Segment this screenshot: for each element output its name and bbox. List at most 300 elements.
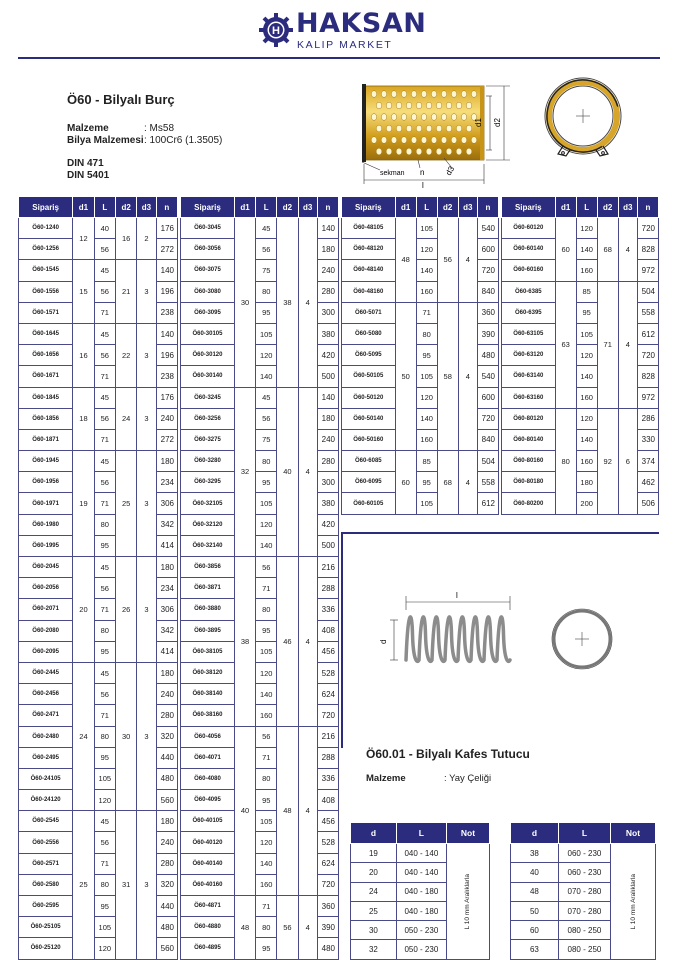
cage-hole <box>376 125 382 132</box>
cage-hole <box>381 91 387 98</box>
cell-l: 060 - 230 <box>558 844 610 863</box>
cell-sip: Ö60-40120 <box>181 832 235 853</box>
cell-d: 32 <box>351 940 397 959</box>
cell-sip: Ö60-80140 <box>502 429 556 450</box>
svg-text:H: H <box>272 25 280 37</box>
cage-hole <box>411 114 417 121</box>
cell-n: 414 <box>156 535 177 556</box>
cell-sip: Ö60-3880 <box>181 599 235 620</box>
cell-sip: Ö60-4080 <box>181 768 235 789</box>
cell-sip: Ö60-3080 <box>181 281 235 302</box>
cell-sip: Ö60-50160 <box>342 429 396 450</box>
cell-n: 140 <box>156 260 177 281</box>
cell-d3: 3 <box>137 557 156 663</box>
cell-l: 56 <box>94 239 115 260</box>
cage-hole <box>441 114 447 121</box>
cell-d1: 48 <box>234 896 255 960</box>
cell-d1: 25 <box>73 811 94 959</box>
ball-material-label: Bilya Malzemesi <box>67 135 144 146</box>
cell-l: 160 <box>256 705 277 726</box>
cell-d2: 22 <box>115 323 136 387</box>
cell-n: 828 <box>637 239 658 260</box>
cell-sip: Ö60-40105 <box>181 811 235 832</box>
cell-l: 105 <box>576 323 597 344</box>
panel-divider <box>341 532 659 534</box>
brand-name: HAKSAN <box>296 8 427 39</box>
spring-drawing <box>370 588 630 670</box>
cell-l: 050 - 230 <box>396 921 446 940</box>
cell-sip: Ö60-38105 <box>181 641 235 662</box>
cell-sip: Ö60-3075 <box>181 260 235 281</box>
cell-n: 720 <box>637 345 658 366</box>
cell-n: 840 <box>477 281 498 302</box>
cell-l: 56 <box>256 239 277 260</box>
cell-sip: Ö60-2495 <box>19 747 73 768</box>
cell-n: 300 <box>317 472 338 493</box>
cell-l: 120 <box>576 218 597 239</box>
cage-hole <box>381 114 387 121</box>
cell-n: 280 <box>317 451 338 472</box>
cell-l: 200 <box>576 493 597 514</box>
table-row <box>342 302 499 323</box>
cell-n: 306 <box>156 599 177 620</box>
cell-d3: 4 <box>458 451 477 515</box>
cage-hole <box>426 102 432 109</box>
cell-d3: 4 <box>458 302 477 450</box>
cell-l: 80 <box>416 323 437 344</box>
cell-n: 320 <box>156 874 177 895</box>
table-group-1 <box>18 196 178 960</box>
cell-d1: 24 <box>73 662 94 810</box>
cell-n: 234 <box>156 578 177 599</box>
dim-n: n <box>420 168 425 177</box>
cell-n: 462 <box>637 472 658 493</box>
cell-l: 95 <box>94 747 115 768</box>
cell-d2: 58 <box>437 302 458 450</box>
cage-hole <box>421 137 427 144</box>
product-title: Ö60 - Bilyalı Burç <box>67 92 175 107</box>
cell-l: 140 <box>576 366 597 387</box>
cell-sip: Ö60-48105 <box>342 218 396 239</box>
cell-n: 336 <box>317 768 338 789</box>
cell-sip: Ö60-80160 <box>502 451 556 472</box>
cell-l: 95 <box>94 535 115 556</box>
cell-n: 612 <box>477 493 498 514</box>
col-header: d3 <box>458 197 477 218</box>
cell-l: 120 <box>256 345 277 366</box>
cage-hole <box>411 137 417 144</box>
cell-n: 196 <box>156 345 177 366</box>
cell-sip: Ö60-40140 <box>181 853 235 874</box>
cell-d1: 18 <box>73 387 94 451</box>
cell-d1: 60 <box>395 451 416 515</box>
cell-d2: 46 <box>277 557 298 727</box>
cell-n: 560 <box>156 790 177 811</box>
cell-d3: 4 <box>298 896 317 960</box>
cell-n: 180 <box>156 662 177 683</box>
table-row <box>502 408 659 429</box>
cell-sip: Ö60-3295 <box>181 472 235 493</box>
cell-l: 56 <box>94 578 115 599</box>
ball-material-row <box>67 135 222 146</box>
cell-d: 24 <box>351 882 397 901</box>
col-header: d3 <box>137 197 156 218</box>
cell-sip: Ö60-1656 <box>19 345 73 366</box>
cell-n: 528 <box>317 662 338 683</box>
cell-sip: Ö60-63160 <box>502 387 556 408</box>
cell-l: 140 <box>256 366 277 387</box>
cell-l: 140 <box>256 535 277 556</box>
cell-sip: Ö60-60120 <box>502 218 556 239</box>
cell-sip: Ö60-4095 <box>181 790 235 811</box>
cell-l: 80 <box>94 874 115 895</box>
cell-d2: 71 <box>597 281 618 408</box>
cell-l: 71 <box>94 705 115 726</box>
table-row <box>19 323 178 344</box>
cell-d: 60 <box>511 921 559 940</box>
cell-sip: Ö60-24105 <box>19 768 73 789</box>
cell-sip: Ö60-63120 <box>502 345 556 366</box>
table-row <box>19 260 178 281</box>
cage-hole <box>446 125 452 132</box>
cell-n: 300 <box>317 302 338 323</box>
cell-n: 286 <box>637 408 658 429</box>
cell-sip: Ö60-60105 <box>342 493 396 514</box>
cell-d: 25 <box>351 901 397 920</box>
bushing-end-view <box>533 72 632 166</box>
cell-l: 45 <box>256 387 277 408</box>
cell-sip: Ö60-2445 <box>19 662 73 683</box>
cell-n: 280 <box>156 853 177 874</box>
cell-sip: Ö60-80180 <box>502 472 556 493</box>
cell-n: 480 <box>477 345 498 366</box>
cell-n: 600 <box>477 239 498 260</box>
col-header: n <box>156 197 177 218</box>
cage-hole <box>466 102 472 109</box>
col-header: L <box>256 197 277 218</box>
din-5401: DIN 5401 <box>67 170 110 181</box>
cell-l: 140 <box>576 429 597 450</box>
kafes-col-header: Not <box>446 823 489 844</box>
kafes-table-left <box>350 822 490 960</box>
kafes-col-header: Not <box>611 823 656 844</box>
table-row <box>342 451 499 472</box>
cell-d: 48 <box>511 882 559 901</box>
cage-hole <box>456 148 462 155</box>
cell-d: 30 <box>351 921 397 940</box>
cell-n: 420 <box>317 514 338 535</box>
cell-n: 216 <box>317 726 338 747</box>
table-row <box>181 726 339 747</box>
cell-n: 288 <box>317 747 338 768</box>
cage-hole <box>406 102 412 109</box>
cell-sip: Ö60-4071 <box>181 747 235 768</box>
spring-coil <box>406 617 510 661</box>
kafes-title: Ö60.01 - Bilyalı Kafes Tutucu <box>366 747 530 761</box>
cell-d1: 50 <box>395 302 416 450</box>
cell-n: 972 <box>637 260 658 281</box>
cell-d2: 21 <box>115 260 136 324</box>
cell-l: 71 <box>94 366 115 387</box>
cell-l: 85 <box>416 451 437 472</box>
cell-sip: Ö60-30120 <box>181 345 235 366</box>
material-value: : Ms58 <box>144 123 175 134</box>
cell-l: 120 <box>94 790 115 811</box>
table-row <box>19 662 178 683</box>
cell-l: 080 - 250 <box>558 940 610 959</box>
cell-n: 180 <box>317 408 338 429</box>
cell-sip: Ö60-48120 <box>342 239 396 260</box>
cell-n: 272 <box>156 239 177 260</box>
cell-d2: 68 <box>437 451 458 515</box>
cell-sip: Ö60-1980 <box>19 514 73 535</box>
cage-hole <box>436 102 442 109</box>
cage-hole <box>401 137 407 144</box>
cell-n: 720 <box>477 260 498 281</box>
cell-n: 180 <box>317 239 338 260</box>
table-group-2 <box>180 196 339 960</box>
cell-l: 45 <box>94 451 115 472</box>
cage-hole <box>391 114 397 121</box>
cell-n: 234 <box>156 472 177 493</box>
cell-l: 56 <box>94 345 115 366</box>
cage-hole <box>466 148 472 155</box>
cage-hole <box>371 114 377 121</box>
cell-d3: 3 <box>137 260 156 324</box>
cell-l: 95 <box>256 302 277 323</box>
spring-dim-d: d <box>379 639 388 644</box>
cell-n: 540 <box>477 366 498 387</box>
cell-n: 390 <box>477 323 498 344</box>
cell-sip: Ö60-1995 <box>19 535 73 556</box>
cell-sip: Ö60-60140 <box>502 239 556 260</box>
cell-sip: Ö60-3056 <box>181 239 235 260</box>
cell-d2: 16 <box>115 218 136 260</box>
cell-n: 558 <box>477 472 498 493</box>
cell-sip: Ö60-2071 <box>19 599 73 620</box>
table-row <box>19 451 178 472</box>
cell-l: 040 - 140 <box>396 863 446 882</box>
cell-d: 38 <box>511 844 559 863</box>
col-header: d1 <box>395 197 416 218</box>
cell-sip: Ö60-4056 <box>181 726 235 747</box>
cell-d3: 4 <box>618 218 637 282</box>
cell-d: 20 <box>351 863 397 882</box>
cell-l: 120 <box>576 345 597 366</box>
table-row <box>511 844 656 863</box>
cage-hole <box>446 102 452 109</box>
cell-l: 160 <box>256 874 277 895</box>
cell-n: 528 <box>317 832 338 853</box>
cell-sip: Ö60-32105 <box>181 493 235 514</box>
cage-hole <box>406 125 412 132</box>
cell-d2: 30 <box>115 662 136 810</box>
cell-l: 105 <box>416 218 437 239</box>
cell-n: 240 <box>156 684 177 705</box>
cell-sip: Ö60-30105 <box>181 323 235 344</box>
cell-l: 105 <box>256 811 277 832</box>
cell-l: 160 <box>576 451 597 472</box>
cell-d3: 3 <box>137 323 156 387</box>
cell-l: 120 <box>256 832 277 853</box>
dim-l: l <box>422 181 424 190</box>
cell-l: 160 <box>416 281 437 302</box>
cage-hole <box>411 91 417 98</box>
cell-d1: 38 <box>234 557 255 727</box>
dim-d1: d1 <box>474 118 483 127</box>
cell-n: 238 <box>156 302 177 323</box>
cell-l: 120 <box>416 239 437 260</box>
cell-l: 45 <box>94 662 115 683</box>
bushing-body <box>362 84 484 162</box>
cell-d1: 32 <box>234 387 255 557</box>
note-cell <box>611 844 656 960</box>
cell-sip: Ö60-32140 <box>181 535 235 556</box>
cell-sip: Ö60-1845 <box>19 387 73 408</box>
cell-l: 45 <box>94 260 115 281</box>
kafes-col-header: L <box>558 823 610 844</box>
cell-n: 828 <box>637 366 658 387</box>
panel-left-border <box>341 532 343 748</box>
cage-hole <box>441 137 447 144</box>
cell-sip: Ö60-1256 <box>19 239 73 260</box>
cell-n: 240 <box>317 260 338 281</box>
cage-hole <box>441 91 447 98</box>
cage-hole <box>461 114 467 121</box>
spring-dim-l: l <box>456 591 458 600</box>
cell-sip: Ö60-2045 <box>19 557 73 578</box>
cell-l: 95 <box>256 938 277 959</box>
cell-sip: Ö60-5095 <box>342 345 396 366</box>
cell-l: 120 <box>576 408 597 429</box>
cell-sip: Ö60-2471 <box>19 705 73 726</box>
table-row <box>19 218 178 239</box>
cell-l: 71 <box>256 578 277 599</box>
cell-l: 140 <box>576 239 597 260</box>
cell-l: 80 <box>256 599 277 620</box>
cage-hole <box>401 114 407 121</box>
cell-n: 420 <box>317 345 338 366</box>
cell-sip: Ö60-2480 <box>19 726 73 747</box>
cell-sip: Ö60-4871 <box>181 896 235 917</box>
cell-n: 196 <box>156 281 177 302</box>
cell-sip: Ö60-2545 <box>19 811 73 832</box>
spring-end-view <box>552 609 612 669</box>
cell-n: 216 <box>317 557 338 578</box>
cell-n: 720 <box>317 874 338 895</box>
interval-note: L 10 mm Aralıklarla <box>464 873 472 930</box>
cell-n: 540 <box>477 218 498 239</box>
cell-d3: 2 <box>137 218 156 260</box>
cell-n: 558 <box>637 302 658 323</box>
cell-n: 972 <box>637 387 658 408</box>
table-row <box>502 218 659 239</box>
cell-n: 374 <box>637 451 658 472</box>
cell-l: 56 <box>94 408 115 429</box>
cell-sip: Ö60-1945 <box>19 451 73 472</box>
cell-d3: 4 <box>298 218 317 388</box>
cage-hole <box>431 91 437 98</box>
cell-sip: Ö60-1871 <box>19 429 73 450</box>
cell-l: 120 <box>256 514 277 535</box>
cell-sip: Ö60-6095 <box>342 472 396 493</box>
cell-sip: Ö60-6395 <box>502 302 556 323</box>
cell-l: 070 - 280 <box>558 901 610 920</box>
cell-n: 456 <box>317 641 338 662</box>
cell-sip: Ö60-3871 <box>181 578 235 599</box>
cell-sip: Ö60-80200 <box>502 493 556 514</box>
kafes-col-header: d <box>351 823 397 844</box>
cage-hole <box>386 148 392 155</box>
cell-n: 380 <box>317 493 338 514</box>
cell-d2: 38 <box>277 218 298 388</box>
cell-sip: Ö60-3256 <box>181 408 235 429</box>
cell-n: 440 <box>156 747 177 768</box>
cell-sip: Ö60-50140 <box>342 408 396 429</box>
cell-l: 56 <box>94 472 115 493</box>
cell-d3: 4 <box>298 557 317 727</box>
cell-l: 71 <box>94 302 115 323</box>
dim-d2: d2 <box>493 118 502 127</box>
dim-d3: d3 <box>443 164 457 177</box>
cell-n: 176 <box>156 387 177 408</box>
cage-hole <box>426 125 432 132</box>
cell-sip: Ö60-3856 <box>181 557 235 578</box>
cell-sip: Ö60-50120 <box>342 387 396 408</box>
table-row <box>181 557 339 578</box>
cell-l: 070 - 280 <box>558 882 610 901</box>
cell-l: 120 <box>256 662 277 683</box>
cell-l: 45 <box>94 387 115 408</box>
cell-sip: Ö60-3095 <box>181 302 235 323</box>
cage-hole <box>431 137 437 144</box>
cell-sip: Ö60-6085 <box>342 451 396 472</box>
dim-sekman: sekman <box>380 170 405 177</box>
cell-sip: Ö60-80120 <box>502 408 556 429</box>
cage-hole <box>416 125 422 132</box>
cage-hole <box>406 148 412 155</box>
col-header: d3 <box>298 197 317 218</box>
table-row <box>181 387 339 408</box>
cell-d3: 3 <box>137 811 156 959</box>
cell-sip: Ö60-2095 <box>19 641 73 662</box>
cell-d3: 4 <box>298 387 317 557</box>
col-header: d1 <box>555 197 576 218</box>
cell-n: 480 <box>156 768 177 789</box>
cell-sip: Ö60-50105 <box>342 366 396 387</box>
cell-sip: Ö60-2571 <box>19 853 73 874</box>
cell-l: 56 <box>94 281 115 302</box>
cell-n: 306 <box>156 493 177 514</box>
cell-sip: Ö60-24120 <box>19 790 73 811</box>
cell-n: 342 <box>156 514 177 535</box>
cell-sip: Ö60-32120 <box>181 514 235 535</box>
cage-hole <box>371 137 377 144</box>
cage-hole <box>431 114 437 121</box>
cell-n: 280 <box>156 705 177 726</box>
cell-l: 95 <box>94 896 115 917</box>
kafes-material-value: : Yay Çeliği <box>444 773 492 784</box>
cell-sip: Ö60-1240 <box>19 218 73 239</box>
cell-l: 71 <box>94 853 115 874</box>
cell-n: 600 <box>477 387 498 408</box>
col-header: Sipariş <box>181 197 235 218</box>
cell-l: 105 <box>416 366 437 387</box>
cell-sip: Ö60-1556 <box>19 281 73 302</box>
cell-n: 720 <box>637 218 658 239</box>
cell-l: 160 <box>416 429 437 450</box>
table-group-4 <box>501 196 659 515</box>
